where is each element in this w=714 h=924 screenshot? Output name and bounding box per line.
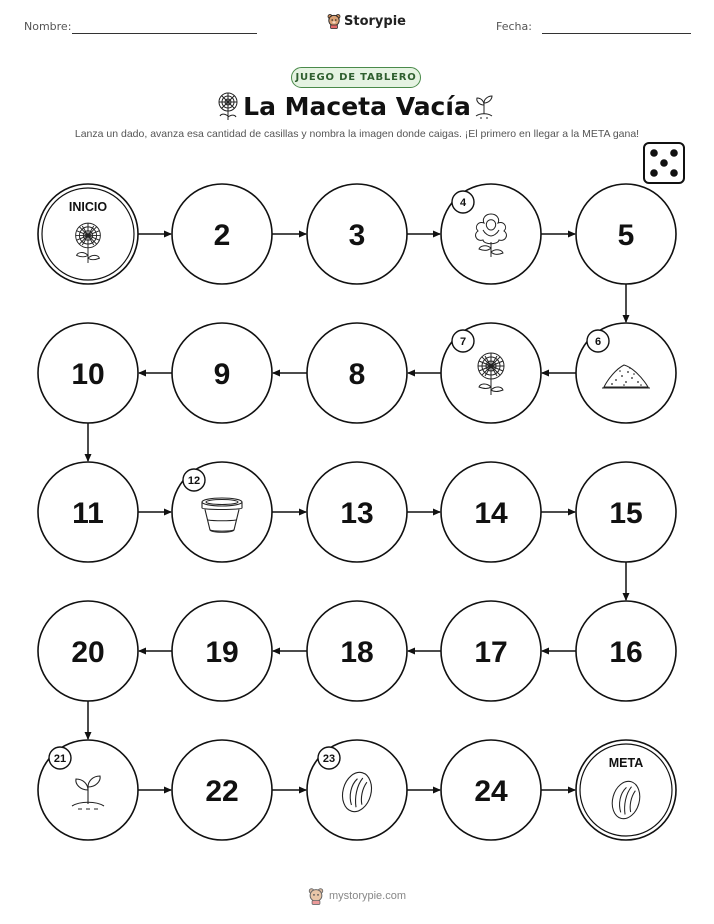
space-number: 9 [213, 358, 231, 391]
space-number: 22 [205, 775, 239, 808]
dice-pip [650, 149, 658, 157]
page-title: La Maceta Vacía [243, 92, 471, 121]
board-space [576, 462, 676, 562]
dice-icon [644, 143, 684, 183]
board-space [576, 601, 676, 701]
space-number: 3 [348, 219, 366, 252]
dice-pip [660, 159, 668, 167]
space-number: 21 [53, 753, 67, 765]
board-space [38, 601, 138, 701]
space-number: 24 [474, 775, 508, 808]
finish-space [576, 740, 676, 840]
space-number: 18 [340, 636, 374, 669]
space-number: 7 [459, 336, 467, 348]
space-label: INICIO [68, 200, 108, 214]
space-number: 4 [459, 197, 467, 209]
space-number: 12 [187, 475, 201, 487]
board-space [441, 323, 541, 423]
instructions-text: Lanza un dado, avanza esa cantidad de casillas y nombra la imagen donde caigas. ¡El primero en llegar a la META gana! [74, 128, 640, 140]
space-number: 2 [213, 219, 231, 252]
space-number: 5 [617, 219, 635, 252]
board-space [307, 323, 407, 423]
space-number: 14 [474, 497, 508, 530]
board-space [172, 323, 272, 423]
board-space [38, 740, 138, 840]
dice-pip [650, 169, 658, 177]
board-cells [38, 184, 676, 840]
board-space [307, 184, 407, 284]
board-space [307, 601, 407, 701]
space-number: 6 [594, 336, 602, 348]
space-number: 15 [609, 497, 643, 530]
space-circle [576, 740, 676, 840]
board-space [576, 184, 676, 284]
date-label: Fecha: [496, 20, 532, 33]
board-space [441, 184, 541, 284]
space-number: 23 [322, 753, 336, 765]
board-space [38, 462, 138, 562]
space-number: 11 [72, 497, 104, 530]
name-label: Nombre: [24, 20, 72, 33]
game-type-badge: JUEGO DE TABLERO [291, 67, 421, 88]
space-number: 19 [205, 636, 239, 669]
space-label: META [608, 756, 644, 770]
board-space [38, 323, 138, 423]
board-space [172, 462, 272, 562]
board-space [172, 184, 272, 284]
board-space [172, 740, 272, 840]
dice-pip [670, 169, 678, 177]
footer-url: mystorypie.com [329, 890, 407, 902]
board-space [307, 462, 407, 562]
space-number: 8 [348, 358, 366, 391]
board-space [307, 740, 407, 840]
space-number: 17 [474, 636, 508, 669]
space-number: 20 [71, 636, 105, 669]
space-number: 13 [340, 497, 374, 530]
brand-name: Storypie [344, 13, 406, 29]
dice-pip [670, 149, 678, 157]
space-number: 10 [71, 358, 105, 391]
board-space [576, 323, 676, 423]
space-number: 16 [609, 636, 643, 669]
board-space [441, 601, 541, 701]
start-space [38, 184, 138, 284]
footer [308, 887, 406, 905]
board-space [172, 601, 272, 701]
storypie-mascot-icon [308, 887, 324, 905]
board-space [441, 462, 541, 562]
board-space [441, 740, 541, 840]
